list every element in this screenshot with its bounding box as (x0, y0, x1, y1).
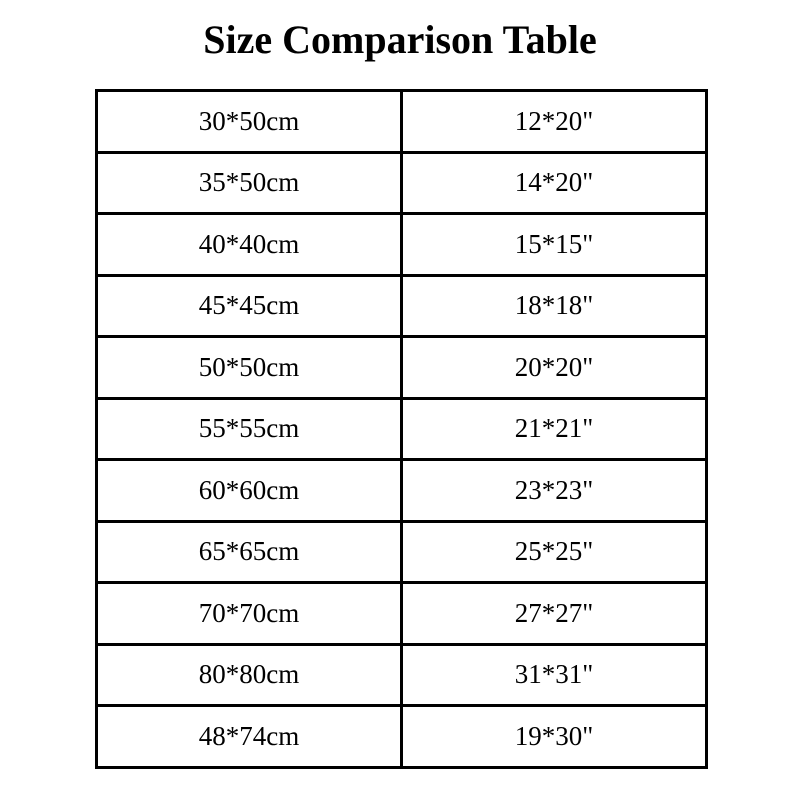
metric-size-cell: 70*70cm (97, 583, 402, 645)
metric-size-cell: 60*60cm (97, 460, 402, 522)
metric-size-cell: 65*65cm (97, 521, 402, 583)
imperial-size-cell: 15*15" (402, 214, 707, 276)
table-row (97, 214, 707, 276)
table-row (97, 706, 707, 768)
imperial-size-cell: 31*31" (402, 644, 707, 706)
imperial-size-cell: 19*30" (402, 706, 707, 768)
imperial-size-cell: 25*25" (402, 521, 707, 583)
page-title: Size Comparison Table (203, 17, 597, 62)
table-row (97, 398, 707, 460)
metric-size-cell: 40*40cm (97, 214, 402, 276)
metric-size-cell: 45*45cm (97, 275, 402, 337)
table-row (97, 521, 707, 583)
metric-size-cell: 55*55cm (97, 398, 402, 460)
table-row (97, 583, 707, 645)
imperial-size-cell: 14*20" (402, 152, 707, 214)
table-row (97, 460, 707, 522)
metric-size-cell: 80*80cm (97, 644, 402, 706)
imperial-size-cell: 18*18" (402, 275, 707, 337)
imperial-size-cell: 21*21" (402, 398, 707, 460)
size-comparison-table (95, 89, 708, 769)
imperial-size-cell: 12*20" (402, 91, 707, 153)
table-row (97, 152, 707, 214)
table-row (97, 337, 707, 399)
imperial-size-cell: 23*23" (402, 460, 707, 522)
table-row (97, 91, 707, 153)
table-row (97, 275, 707, 337)
table-row (97, 644, 707, 706)
metric-size-cell: 30*50cm (97, 91, 402, 153)
imperial-size-cell: 20*20" (402, 337, 707, 399)
metric-size-cell: 50*50cm (97, 337, 402, 399)
metric-size-cell: 35*50cm (97, 152, 402, 214)
metric-size-cell: 48*74cm (97, 706, 402, 768)
imperial-size-cell: 27*27" (402, 583, 707, 645)
table-body (97, 91, 707, 768)
